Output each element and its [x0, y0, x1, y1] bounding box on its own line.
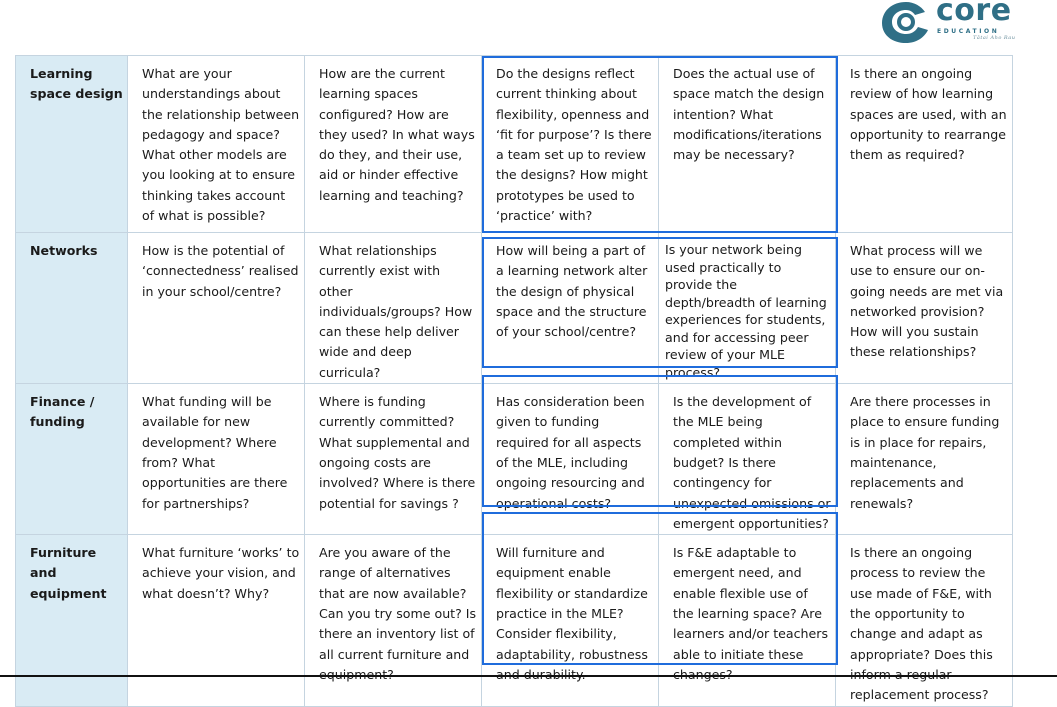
table-row — [16, 233, 1013, 384]
logo-tagline: Tātai Aho Rau — [973, 35, 1016, 41]
row-header: Finance / funding — [16, 384, 128, 535]
table-cell: What are your understandings about the relationship between pedagogy and space? What other models are you looking at to ensure thinking takes account of what is possible? — [128, 56, 305, 233]
table-cell: Is F&E adaptable to emergent need, and enable flexible use of the learning space? Are learners and/or teachers able to initiate these — [659, 535, 836, 706]
table-cell: Is there an ongoing process to review the use made of F&E, with the opportunity to change and adapt as appropriate? Does this replacement process? — [836, 535, 1013, 706]
table-cell: Are there processes in place to ensure funding is in place for repairs, maintenance, replacements and renewals? — [836, 384, 1013, 535]
table-cell: How is the potential of ‘connectedness’ realised in your school/centre? — [128, 233, 305, 384]
table-cell: Will furniture and equipment enable flexibility or standardize practice in the MLE? Consider flexibility, adaptability, robustness — [482, 535, 659, 706]
table-cell: What process will we use to ensure our on-going needs are met via networked provision? How will you sustain these relationships? — [836, 233, 1013, 384]
table-cell: Are you aware of the range of alternatives that are now available? Can you try some out? Is there an inventory list of all current furniture and — [305, 535, 482, 706]
core-education-logo — [880, 0, 1020, 44]
table-cell: What furniture ‘works’ to achieve your vision, and what doesn’t? Why? — [128, 535, 305, 706]
row-header: Learning space design — [16, 56, 128, 233]
bottom-divider — [0, 675, 1057, 677]
table-cell: Is the development of the MLE being completed within budget? Is there contingency for unexpected omissions or emergent opportunities? — [659, 384, 836, 535]
table-row — [16, 56, 1013, 233]
table-cell: Has consideration been given to funding required for all aspects of the MLE, including ongoing resourcing and operational costs? — [482, 384, 659, 535]
logo-wordmark: core — [936, 0, 1012, 28]
row-header: Networks — [16, 233, 128, 384]
logo-subtitle: EDUCATION — [937, 28, 1000, 35]
table-cell: Do the designs reflect current thinking about flexibility, openness and ‘fit for purpose’? Is there a team set up to review the designs? How might prototypes be used to ‘practice’ with? — [482, 56, 659, 233]
mle-planning-table — [15, 55, 1013, 707]
core-swirl-icon — [880, 0, 932, 44]
table-cell: How will being a part of a learning network alter the design of physical space and the structure of your school/centre? — [482, 233, 659, 384]
table-row — [16, 384, 1013, 535]
table-cell: Does the actual use of space match the design intention? What modifications/iterations may be necessary? — [659, 56, 836, 233]
table-cell: Is there an ongoing review of how learning spaces are used, with an opportunity to rearrange them as required? — [836, 56, 1013, 233]
table-cell: What funding will be available for new development? Where from? What opportunities are there for partnerships? — [128, 384, 305, 535]
table-cell: What relationships currently exist with other individuals/groups? How can these help deliver wide and deep curricula? — [305, 233, 482, 384]
table-cell: Is your network being used practically to provide the depth/breadth of learning experiences for students, and for accessing peer review of your MLE process? — [659, 233, 836, 384]
row-header: Furniture and equipment — [16, 535, 128, 706]
table-cell: How are the current learning spaces configured? How are they used? In what ways do they, and their use, aid or hinder effective learning and teaching? — [305, 56, 482, 233]
table-row — [16, 535, 1013, 706]
table-cell: Where is funding currently committed? What supplemental and ongoing costs are involved? Where is there potential for savings ? — [305, 384, 482, 535]
